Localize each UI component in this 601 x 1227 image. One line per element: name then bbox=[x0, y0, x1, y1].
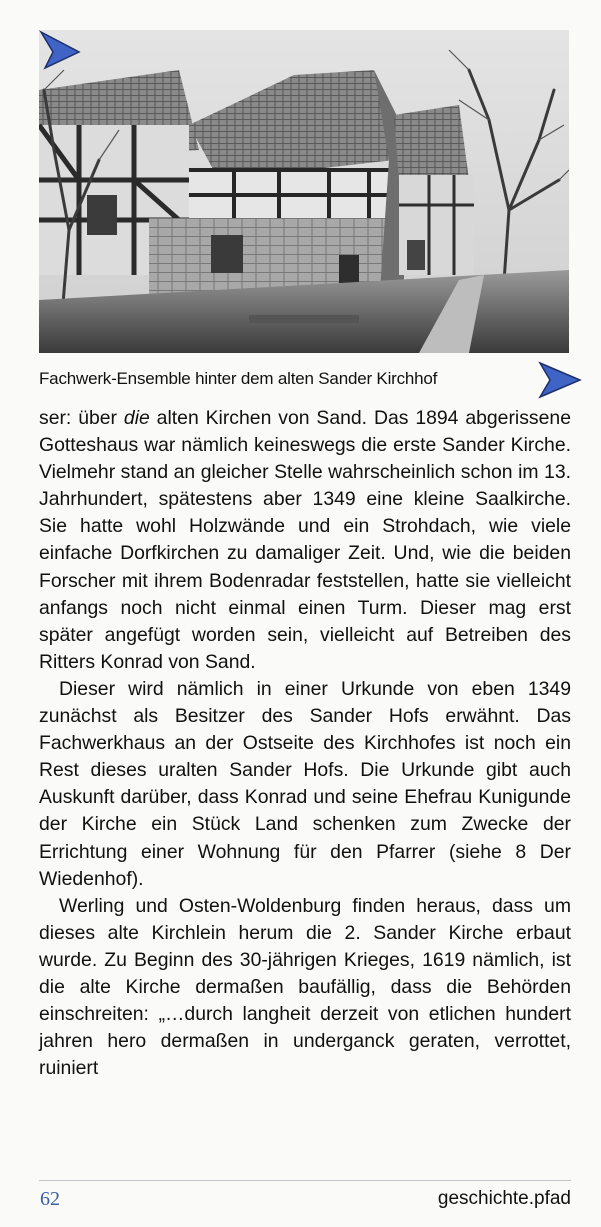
photo-half-timbered-ensemble bbox=[39, 30, 569, 353]
running-footer-title: geschichte.pfad bbox=[437, 1188, 571, 1209]
chevron-right-icon bbox=[538, 361, 582, 399]
article-body bbox=[39, 405, 571, 1082]
emphasis: die bbox=[123, 407, 150, 429]
paragraph: Werling und Osten-Woldenburg finden heraus, dass um dieses alte Kirchlein herum die 2. Sander Kirche erbaut wurde. Zu Beginn des 30-jährigen Krieges, 1619 nämlich, ist die alte Kirche dermaßen baufällig, dass die Behörden einschreiten: „…durch langheit derzeit von etlichen hundert jahren hero dermaßen in underganck geraten, verrottet, ruiniert bbox=[39, 894, 571, 1080]
page-number: 62 bbox=[40, 1188, 60, 1210]
paragraph: Dieser wird nämlich in einer Urkunde von eben 1349 zunächst als Besitzer des Sander Hofs erwähnt. Das Fachwerkhaus an der Ostseite des Kirchhofes ist noch ein Rest dieses uralten Sander Hofs. Die Urkunde gibt auch Auskunft darüber, dass Konrad und seine Ehefrau Kunigunde der Kirche ein Stück Land schenken zum Zwecke der Errichtung einer Wohnung für den Pfarrer (siehe 8 Der Wiedenhof). bbox=[39, 677, 571, 890]
photo-illustration bbox=[39, 30, 569, 353]
paragraph: ser: über die alten Kirchen von Sand. Das 1894 abgerissene Gotteshaus war nämlich keineswegs die erste Sander Kirche. Vielmehr stand an gleicher Stelle wahrscheinlich schon im 13. Jahrhundert, spätestens aber 1349 eine kleine Saalkirche. Sie hatte wohl Holzwände und ein Strohdach, wie viele einfache Dorfkirchen zu damaliger Zeit. Und, wie die beiden Forscher mit ihrem Bodenradar feststellen, hatte sie vielleicht anfangs noch nicht einmal einen Turm. Dieser mag erst später angefügt worden sein, vielleicht auf Betreiben des Ritters Konrad von Sand. bbox=[39, 407, 571, 673]
footer-divider bbox=[39, 1180, 571, 1181]
chevron-right-icon bbox=[39, 30, 81, 70]
photo-caption: Fachwerk-Ensemble hinter dem alten Sander Kirchhof bbox=[39, 369, 438, 388]
